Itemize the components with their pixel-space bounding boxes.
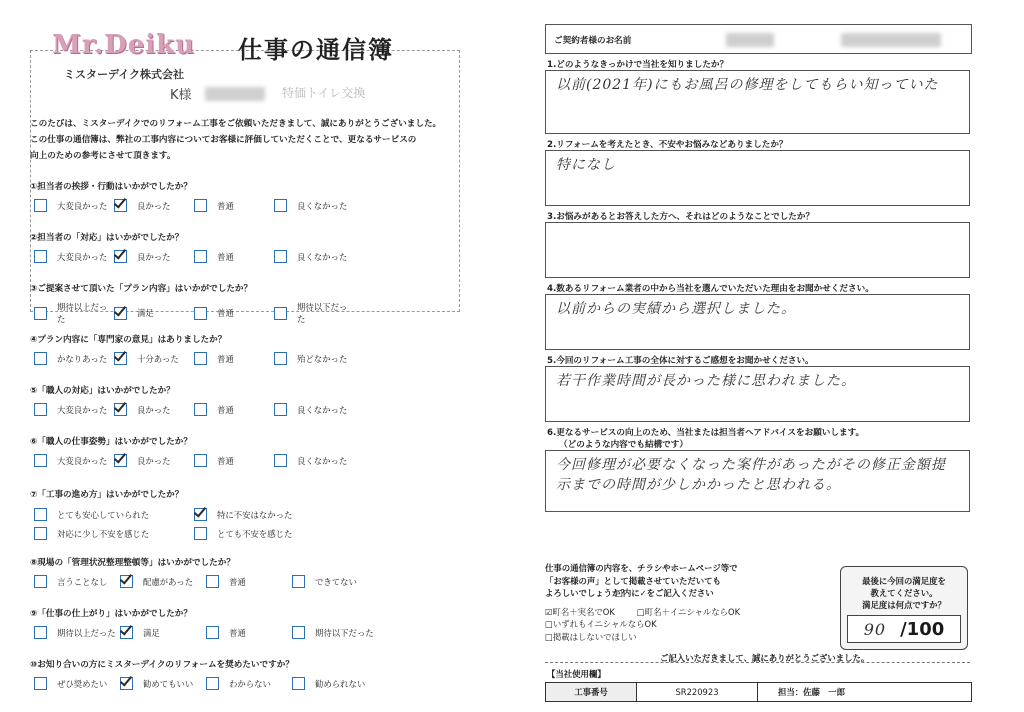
question-list (30, 180, 450, 486)
option[interactable]: 期待以下だった (292, 626, 378, 639)
publish-line: □内に✓をご記入ください (615, 588, 714, 598)
section-label: 4.数あるリフォーム業者の中から当社を選んでいただいた理由をお聞かせください。 (547, 284, 874, 294)
checkbox[interactable] (194, 307, 207, 320)
option[interactable]: 満足 (120, 626, 206, 639)
option[interactable]: 良かった (114, 250, 194, 263)
publish-option[interactable]: □町名＋イニシャルならOK (636, 606, 741, 617)
publish-line: 仕事の通信簿の内容を、チラシやホームページ等で (545, 563, 738, 573)
checkbox[interactable] (194, 527, 207, 540)
question-label: ⑨「仕事の仕上がり」はいかがでしたか？ (30, 609, 192, 619)
option[interactable]: 言うことなし (34, 575, 120, 588)
option[interactable]: 大変良かった (34, 250, 114, 263)
checkbox[interactable] (292, 575, 305, 588)
option[interactable]: 普通 (194, 301, 274, 325)
checkbox[interactable] (34, 307, 47, 320)
checkbox[interactable] (34, 508, 47, 521)
section-sublabel: （どのような内容でも結構です） (559, 440, 688, 450)
checkbox[interactable] (34, 199, 47, 212)
office-use-table (545, 682, 972, 702)
checkbox[interactable] (274, 403, 287, 416)
score-max: /100 (900, 618, 945, 640)
checkbox-checked[interactable] (120, 575, 133, 588)
option[interactable]: とても安心していられた (34, 508, 194, 521)
intro-text (30, 116, 450, 164)
publish-option-selected[interactable]: ☑町名＋実名でOK (545, 606, 615, 617)
question-label: ⑤「職人の対応」はいかがでしたか？ (30, 386, 175, 396)
answer-section-2 (545, 138, 970, 210)
checkbox[interactable] (194, 199, 207, 212)
checkbox-checked[interactable] (194, 508, 207, 521)
work-number-label: 工事番号 (546, 683, 637, 701)
option[interactable]: 普通 (206, 575, 292, 588)
publish-consent (545, 562, 835, 643)
question-label: ③ご提案させて頂いた「プラン内容」はいかがでしたか？ (30, 284, 253, 294)
publish-line: 「お客様の声」として掲載させていただいても (545, 575, 721, 586)
option[interactable]: 満足 (114, 301, 194, 325)
satisfaction-box (840, 566, 968, 650)
satisfaction-line: 満足度は何点ですか？ (862, 600, 946, 610)
ghost-work-title: 特価トイレ交換 (282, 86, 366, 100)
publish-option[interactable]: □掲載はしないでほしい (545, 631, 637, 642)
question-2 (30, 231, 450, 282)
option[interactable]: 勧めてもいい (120, 677, 206, 690)
checkbox[interactable] (34, 626, 47, 639)
redaction (205, 86, 275, 98)
question-label: ①担当者の挨拶・行動はいかがでしたか？ (30, 182, 192, 192)
option[interactable]: 普通 (194, 403, 274, 416)
answer-section-3 (545, 210, 970, 282)
question-9 (30, 607, 450, 658)
work-number-value: SR220923 (637, 683, 758, 701)
question-4 (30, 333, 450, 384)
answer-section-4 (545, 282, 970, 354)
option[interactable]: 大変良かった (34, 454, 114, 467)
satisfaction-line: 教えてください。 (870, 588, 938, 598)
checkbox[interactable] (34, 677, 47, 690)
option[interactable]: 良くなかった (274, 454, 354, 467)
intro-line-2: この仕事の通信簿は、弊社の工事内容についてお客様に評価していただくことで、更なるサービスの (30, 135, 417, 145)
score-field[interactable] (847, 615, 961, 643)
checkbox[interactable] (34, 454, 47, 467)
checkbox[interactable] (34, 527, 47, 540)
score-value: 90 (863, 619, 887, 639)
checkbox[interactable] (194, 454, 207, 467)
company-name: ミスターデイク株式会社 (64, 68, 185, 81)
question-7 (30, 488, 450, 540)
question-1 (30, 180, 450, 231)
option[interactable]: 殆どなかった (274, 352, 354, 365)
answer-field[interactable]: 以前(2021年)にもお風呂の修理をしてもらい知っていた (545, 70, 970, 134)
option[interactable]: 普通 (194, 454, 274, 467)
checkbox[interactable] (274, 250, 287, 263)
option[interactable]: 良かった (114, 403, 194, 416)
answer-field[interactable]: 今回修理が必要なくなった案件があったがその修正金額提示までの時間が少しかかったと思われる。 (545, 450, 970, 512)
intro-line-1: このたびは、ミスターデイクでのリフォーム工事をご依頼いただきまして、誠にありがとうございました。 (30, 119, 442, 129)
answer-field[interactable]: 以前からの実績から選択しました。 (545, 294, 970, 350)
redaction (726, 33, 774, 47)
intro-line-3: 向上のための参考にさせて頂きます。 (30, 151, 176, 161)
divider (545, 662, 970, 663)
answer-field[interactable]: 若干作業時間が長かった様に思われました。 (545, 366, 970, 422)
checkbox[interactable] (274, 352, 287, 365)
question-label: ⑧現場の「管理状況整理整頓等」はいかがでしたか？ (30, 558, 235, 568)
question-label: ④プラン内容に「専門家の意見」はありましたか？ (30, 335, 227, 345)
option[interactable]: 良かった (114, 454, 194, 467)
person-in-charge: 担当：佐藤 一郎 (778, 687, 845, 697)
section-label: 2.リフォームを考えたとき、不安やお悩みなどありましたか？ (547, 140, 788, 150)
option[interactable]: 期待以下だった (274, 301, 354, 325)
option[interactable]: 普通 (194, 250, 274, 263)
checkbox[interactable] (194, 403, 207, 416)
checkbox[interactable] (206, 575, 219, 588)
checkbox[interactable] (274, 307, 287, 320)
brand-logo: Mr.Deiku (52, 30, 196, 60)
section-label: 5.今回のリフォーム工事の全体に対するご感想をお聞かせください。 (547, 356, 814, 366)
answer-section-6 (545, 426, 970, 516)
section-label: 6.更なるサービスの向上のため、当社または担当者へアドバイスをお願いします。 (547, 428, 865, 438)
answer-field[interactable] (545, 222, 970, 278)
customer-name: K様 (170, 88, 192, 103)
checkbox-checked[interactable] (114, 199, 127, 212)
option[interactable]: 大変良かった (34, 403, 114, 416)
checkbox[interactable] (292, 677, 305, 690)
document-title: 仕事の通信簿 (238, 36, 394, 64)
checkbox-checked[interactable] (114, 250, 127, 263)
answer-sections (545, 58, 970, 516)
checkbox[interactable] (34, 352, 47, 365)
question-label: ⑦「工事の進め方」はいかがでしたか？ (30, 490, 184, 500)
option[interactable]: 普通 (194, 352, 274, 365)
checkbox[interactable] (194, 352, 207, 365)
question-5 (30, 384, 450, 435)
question-label: ②担当者の「対応」はいかがでしたか？ (30, 233, 184, 243)
answer-section-1 (545, 58, 970, 138)
option[interactable]: かなりあった (34, 352, 114, 365)
option[interactable]: 大変良かった (34, 199, 114, 212)
publish-option[interactable]: □いずれもイニシャルならOK (545, 619, 657, 629)
checkbox[interactable] (274, 454, 287, 467)
option[interactable]: 良くなかった (274, 250, 354, 263)
section-label: 3.お悩みがあるとお答えした方へ、それはどのようなことでしたか？ (547, 212, 815, 222)
option[interactable]: 勧められない (292, 677, 378, 690)
option[interactable]: 良くなかった (274, 199, 354, 212)
checkbox[interactable] (34, 575, 47, 588)
option[interactable]: わからない (206, 677, 292, 690)
checkbox-checked[interactable] (120, 677, 133, 690)
checkbox[interactable] (292, 626, 305, 639)
thanks-message: ご記入いただきまして、誠にありがとうございました。 (660, 653, 870, 663)
option[interactable]: ぜひ奨めたい (34, 677, 120, 690)
answer-section-5 (545, 354, 970, 426)
redaction (841, 33, 941, 47)
option[interactable]: 期待以上だった (34, 301, 114, 325)
question-label: ⑥「職人の仕事姿勢」はいかがでしたか？ (30, 437, 192, 447)
question-3 (30, 282, 450, 333)
option[interactable]: 期待以上だった (34, 626, 120, 639)
question-8 (30, 556, 450, 607)
checkbox-checked[interactable] (114, 454, 127, 467)
question-6 (30, 435, 450, 486)
checkbox[interactable] (194, 250, 207, 263)
checkbox-checked[interactable] (120, 626, 133, 639)
contractor-name-box (545, 24, 972, 54)
option[interactable]: とても不安を感じた (194, 527, 354, 540)
checkbox-checked[interactable] (114, 307, 127, 320)
option[interactable]: 良くなかった (274, 403, 354, 416)
option[interactable]: 対応に少し不安を感じた (34, 527, 194, 540)
option[interactable]: 普通 (194, 199, 274, 212)
checkbox[interactable] (274, 199, 287, 212)
contractor-name-label: ご契約者様のお名前 (554, 36, 632, 46)
option[interactable]: 良かった (114, 199, 194, 212)
checkbox[interactable] (34, 403, 47, 416)
question-10 (30, 658, 450, 709)
section-label: 1.どのようなきっかけで当社を知りましたか？ (547, 60, 729, 70)
option[interactable]: 十分あった (114, 352, 194, 365)
question-label: ⑩お知り合いの方にミスターデイクのリフォームを奨めたいですか？ (30, 660, 294, 670)
publish-line: よろしいでしょうか？ (545, 588, 629, 598)
checkbox-checked[interactable] (114, 403, 127, 416)
satisfaction-line: 最後に今回の満足度を (862, 576, 946, 586)
checkbox[interactable] (206, 626, 219, 639)
office-use-label: 【当社使用欄】 (547, 669, 606, 679)
option[interactable]: 特に不安はなかった (194, 508, 354, 521)
option[interactable]: できてない (292, 575, 378, 588)
option[interactable]: 普通 (206, 626, 292, 639)
checkbox[interactable] (34, 250, 47, 263)
checkbox[interactable] (206, 677, 219, 690)
option[interactable]: 配慮があった (120, 575, 206, 588)
checkbox-checked[interactable] (114, 352, 127, 365)
question-list-2 (30, 556, 450, 709)
answer-field[interactable]: 特になし (545, 150, 970, 206)
